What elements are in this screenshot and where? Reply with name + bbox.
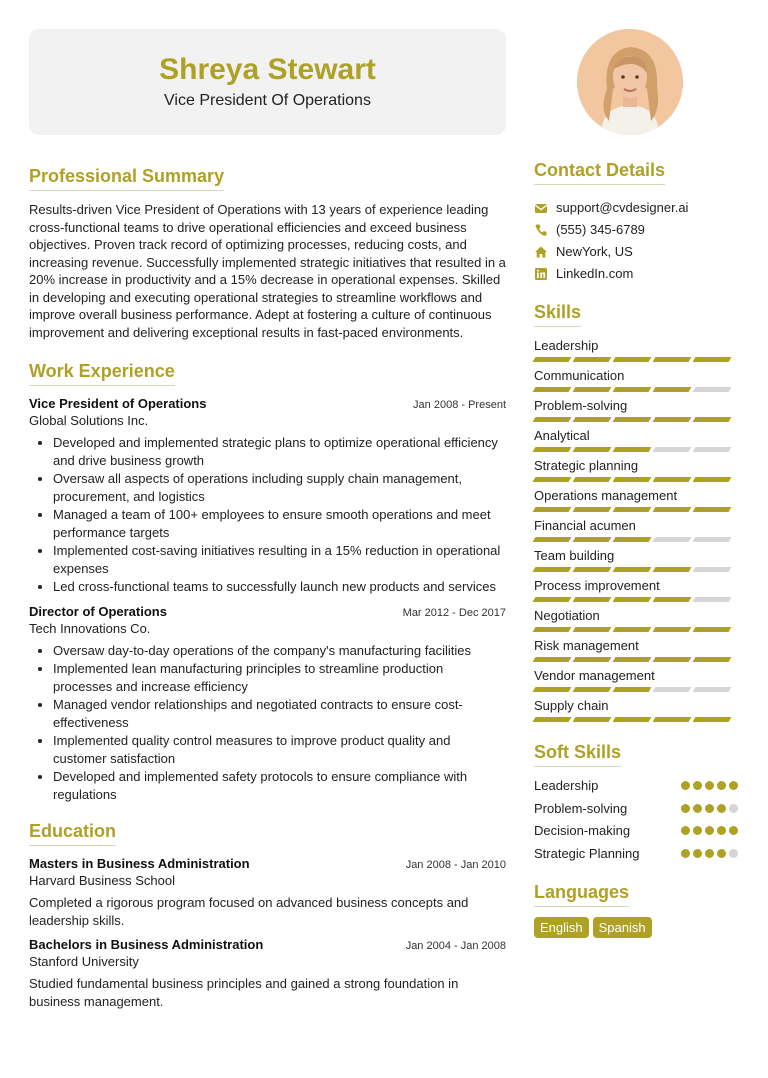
job-company: Global Solutions Inc.	[29, 413, 149, 428]
skill-level-segment	[533, 567, 572, 572]
job-bullet: • Managed a team of 100+ employees to ensure smooth operations and meet performance targets	[53, 506, 506, 541]
job-bullet: • Implemented lean manufacturing principles to streamline production processes and increase efficiency	[53, 660, 506, 695]
skill-level-segment	[693, 687, 732, 692]
skill-level-bar	[534, 537, 738, 542]
education-entry	[29, 937, 506, 1010]
skill-name: Strategic planning	[534, 458, 639, 473]
language-tags	[534, 917, 738, 938]
education-date: Jan 2008 - Jan 2010	[405, 859, 506, 871]
soft-skill-rating	[681, 781, 738, 790]
rating-dot	[693, 781, 702, 790]
skill-level-segment	[693, 597, 732, 602]
skill-name: Supply chain	[534, 698, 609, 713]
contact-phone[interactable]	[534, 221, 738, 238]
skill-level-segment	[573, 717, 612, 722]
soft-skill-rating	[681, 826, 738, 835]
skill-level-segment	[573, 507, 612, 512]
soft-skill-rating	[681, 849, 738, 858]
section-title-experience: Work Experience	[29, 361, 175, 386]
job-company: Tech Innovations Co.	[29, 620, 151, 636]
skill-level-segment	[573, 537, 612, 542]
skill-level-segment	[653, 357, 692, 362]
skill-level-segment	[693, 357, 732, 362]
job-bullet: • Managed vendor relationships and negotiated contracts to ensure cost-effectiveness	[53, 696, 506, 731]
left-column	[29, 166, 506, 1010]
job-bullet: • Oversaw all aspects of operations including supply chain management, procurement, and logistics	[53, 470, 506, 505]
soft-skill-name: Leadership	[534, 778, 599, 793]
job-bullet: • Oversaw day-to-day operations of the company's manufacturing facilities	[53, 642, 506, 660]
skill-level-bar	[534, 447, 738, 452]
rating-dot	[705, 826, 714, 835]
skill-level-bar	[534, 627, 738, 632]
section-title-soft-skills: Soft Skills	[534, 742, 621, 767]
skill-level-segment	[693, 507, 732, 512]
skill-level-segment	[653, 627, 692, 632]
skill-level-segment	[693, 417, 732, 422]
skill-level-bar	[534, 567, 738, 572]
soft-skill-name: Problem-solving	[534, 800, 628, 816]
language-tag: English	[534, 917, 589, 938]
skill-level-segment	[573, 627, 612, 632]
job-bullets	[29, 434, 506, 596]
skill-name: Analytical	[534, 428, 590, 443]
skill-level-segment	[533, 417, 572, 422]
soft-skill-rating	[681, 804, 738, 813]
skills-section	[534, 302, 738, 722]
soft-skill-item	[534, 800, 738, 817]
skills-list	[534, 337, 738, 722]
skill-level-segment	[533, 447, 572, 452]
skill-name: Communication	[534, 368, 625, 383]
skill-level-segment	[613, 387, 652, 392]
skill-name: Risk management	[534, 638, 639, 653]
soft-skills-list	[534, 777, 738, 862]
rating-dot	[693, 826, 702, 835]
job-title: Director of Operations	[29, 603, 167, 619]
skill-level-segment	[573, 387, 612, 392]
skill-item	[534, 427, 738, 452]
skill-level-segment	[693, 567, 732, 572]
skill-item	[534, 397, 738, 422]
contact-location	[534, 243, 738, 260]
skill-level-segment	[653, 507, 692, 512]
skill-level-segment	[573, 567, 612, 572]
skill-level-segment	[693, 387, 732, 392]
soft-skill-item	[534, 777, 738, 794]
section-title-education: Education	[29, 821, 116, 846]
rating-dot	[693, 804, 702, 813]
soft-skill-item	[534, 845, 738, 862]
skill-level-segment	[533, 507, 572, 512]
rating-dot	[681, 804, 690, 813]
skill-name: Vendor management	[534, 668, 655, 683]
experience-section	[29, 361, 506, 803]
profile-photo	[577, 29, 683, 135]
skill-level-segment	[693, 477, 732, 482]
skill-level-segment	[573, 687, 612, 692]
contact-text: NewYork, US	[556, 244, 633, 259]
skill-item	[534, 457, 738, 482]
skill-level-bar	[534, 687, 738, 692]
soft-skill-name: Decision-making	[534, 823, 631, 838]
skill-level-segment	[533, 477, 572, 482]
contact-text: support@cvdesigner.ai	[556, 200, 689, 215]
skill-level-segment	[613, 357, 652, 362]
skill-level-bar	[534, 717, 738, 722]
skill-level-segment	[533, 387, 572, 392]
rating-dot	[681, 781, 690, 790]
phone-icon	[534, 223, 548, 237]
education-desc: Completed a rigorous program focused on advanced business concepts and leadership skills.	[29, 895, 469, 928]
section-title-contact: Contact Details	[534, 160, 665, 185]
contact-text: (555) 345-6789	[556, 222, 645, 237]
soft-skill-name: Strategic Planning	[534, 845, 640, 861]
skill-level-segment	[613, 597, 652, 602]
rating-dot	[717, 849, 726, 858]
skill-level-segment	[653, 717, 692, 722]
skill-level-segment	[573, 597, 612, 602]
skill-level-segment	[533, 627, 572, 632]
skill-name: Leadership	[534, 338, 599, 353]
skill-level-segment	[533, 597, 572, 602]
rating-dot	[729, 781, 738, 790]
skill-level-segment	[693, 447, 732, 452]
skill-level-segment	[613, 477, 652, 482]
rating-dot	[717, 804, 726, 813]
job-bullet: • Implemented quality control measures to improve product quality and customer satisfaction	[53, 732, 506, 767]
skill-level-segment	[573, 417, 612, 422]
skill-level-segment	[533, 657, 572, 662]
education-desc: Studied fundamental business principles and gained a strong foundation in business management.	[29, 976, 459, 1009]
skill-level-segment	[613, 417, 652, 422]
skill-item	[534, 697, 738, 722]
avatar	[577, 29, 683, 135]
skill-item	[534, 487, 738, 512]
rating-dot	[705, 804, 714, 813]
skill-level-segment	[613, 447, 652, 452]
contact-text: LinkedIn.com	[556, 266, 634, 281]
skill-level-segment	[693, 657, 732, 662]
rating-dot	[681, 826, 690, 835]
skill-level-segment	[613, 717, 652, 722]
rating-dot	[729, 849, 738, 858]
skill-level-segment	[653, 687, 692, 692]
job-bullets	[29, 642, 506, 804]
skill-item	[534, 547, 738, 572]
contact-section	[534, 160, 738, 282]
education-section	[29, 821, 506, 1010]
skill-level-segment	[653, 567, 692, 572]
skill-level-segment	[653, 537, 692, 542]
summary-text: Results-driven Vice President of Operations with 13 years of experience leading cross-functional teams to drive operational efficiencies and exceed business objectives. Proven track record of optimizing processes, reducing costs, and increasing revenue. Successfully implemented strategic initiatives that resulted in a 20% increase in productivity and a 15% decrease in operational expenses. Skilled in developing and executing operational strategies to streamline workflows and improve overall business performance. Adept at fostering a culture of continuous improvement and delivering exceptional results in fast-paced environments.	[29, 202, 506, 340]
section-title-summary: Professional Summary	[29, 166, 224, 191]
skill-level-segment	[653, 597, 692, 602]
skill-item	[534, 577, 738, 602]
skill-level-bar	[534, 357, 738, 362]
section-title-languages: Languages	[534, 882, 629, 907]
home-icon	[534, 245, 548, 259]
candidate-name: Shreya Stewart	[159, 53, 376, 86]
skill-level-bar	[534, 477, 738, 482]
soft-skills-section	[534, 742, 738, 862]
job-date: Jan 2008 - Present	[413, 399, 506, 411]
job-entry	[29, 396, 506, 596]
skill-level-segment	[533, 357, 572, 362]
rating-dot	[729, 804, 738, 813]
rating-dot	[705, 849, 714, 858]
skill-item	[534, 337, 738, 362]
skill-level-segment	[533, 687, 572, 692]
degree-title: Masters in Business Administration	[29, 856, 250, 871]
skill-level-bar	[534, 387, 738, 392]
education-entry	[29, 856, 506, 929]
soft-skill-item	[534, 822, 738, 839]
envelope-icon	[534, 201, 548, 215]
skill-name: Process improvement	[534, 578, 660, 593]
school-name: Stanford University	[29, 954, 139, 969]
contact-email[interactable]	[534, 199, 738, 216]
school-name: Harvard Business School	[29, 873, 175, 888]
skill-level-segment	[613, 567, 652, 572]
skill-level-bar	[534, 657, 738, 662]
skill-item	[534, 517, 738, 542]
rating-dot	[717, 781, 726, 790]
skill-level-segment	[533, 537, 572, 542]
skill-level-segment	[533, 717, 572, 722]
skill-level-segment	[613, 657, 652, 662]
skill-level-segment	[573, 357, 612, 362]
skill-level-bar	[534, 597, 738, 602]
skill-level-segment	[693, 627, 732, 632]
rating-dot	[681, 849, 690, 858]
job-bullet: • Developed and implemented safety protocols to ensure compliance with regulations	[53, 768, 506, 803]
skill-item	[534, 367, 738, 392]
skill-level-segment	[653, 657, 692, 662]
header-box	[29, 29, 506, 135]
skill-level-segment	[613, 627, 652, 632]
rating-dot	[729, 826, 738, 835]
skill-level-bar	[534, 507, 738, 512]
job-bullet: • Implemented cost-saving initiatives resulting in a 15% reduction in operational expenses	[53, 542, 506, 577]
degree-title: Bachelors in Business Administration	[29, 937, 264, 952]
skill-level-segment	[573, 447, 612, 452]
skill-level-segment	[653, 447, 692, 452]
skill-level-segment	[613, 507, 652, 512]
section-title-skills: Skills	[534, 302, 581, 327]
skill-level-segment	[573, 657, 612, 662]
skill-level-segment	[653, 417, 692, 422]
candidate-role: Vice President Of Operations	[164, 92, 371, 109]
skill-level-segment	[653, 477, 692, 482]
contact-linkedin[interactable]	[534, 265, 738, 282]
skill-name: Operations management	[534, 488, 678, 503]
job-title: Vice President of Operations	[29, 396, 207, 411]
job-date: Mar 2012 - Dec 2017	[402, 606, 506, 619]
skill-level-segment	[613, 687, 652, 692]
skill-level-segment	[653, 387, 692, 392]
rating-dot	[705, 781, 714, 790]
job-bullet: • Developed and implemented strategic plans to optimize operational efficiency and drive business growth	[53, 434, 506, 469]
skill-level-segment	[693, 537, 732, 542]
job-entry	[29, 604, 506, 804]
summary-section	[29, 166, 506, 341]
skill-item	[534, 607, 738, 632]
education-date: Jan 2004 - Jan 2008	[405, 940, 506, 952]
rating-dot	[693, 849, 702, 858]
skill-level-bar	[534, 417, 738, 422]
skill-name: Negotiation	[534, 608, 600, 623]
rating-dot	[717, 826, 726, 835]
skill-level-segment	[613, 537, 652, 542]
skill-name: Financial acumen	[534, 518, 636, 533]
linkedin-icon	[534, 267, 548, 281]
language-tag: Spanish	[593, 917, 652, 938]
right-column	[534, 160, 738, 938]
skill-level-segment	[693, 717, 732, 722]
languages-section	[534, 882, 738, 938]
skill-name: Team building	[534, 548, 615, 563]
job-bullet: • Led cross-functional teams to successfully launch new products and services	[53, 578, 506, 596]
skill-level-segment	[573, 477, 612, 482]
skill-name: Problem-solving	[534, 398, 628, 413]
skill-item	[534, 637, 738, 662]
skill-item	[534, 667, 738, 692]
